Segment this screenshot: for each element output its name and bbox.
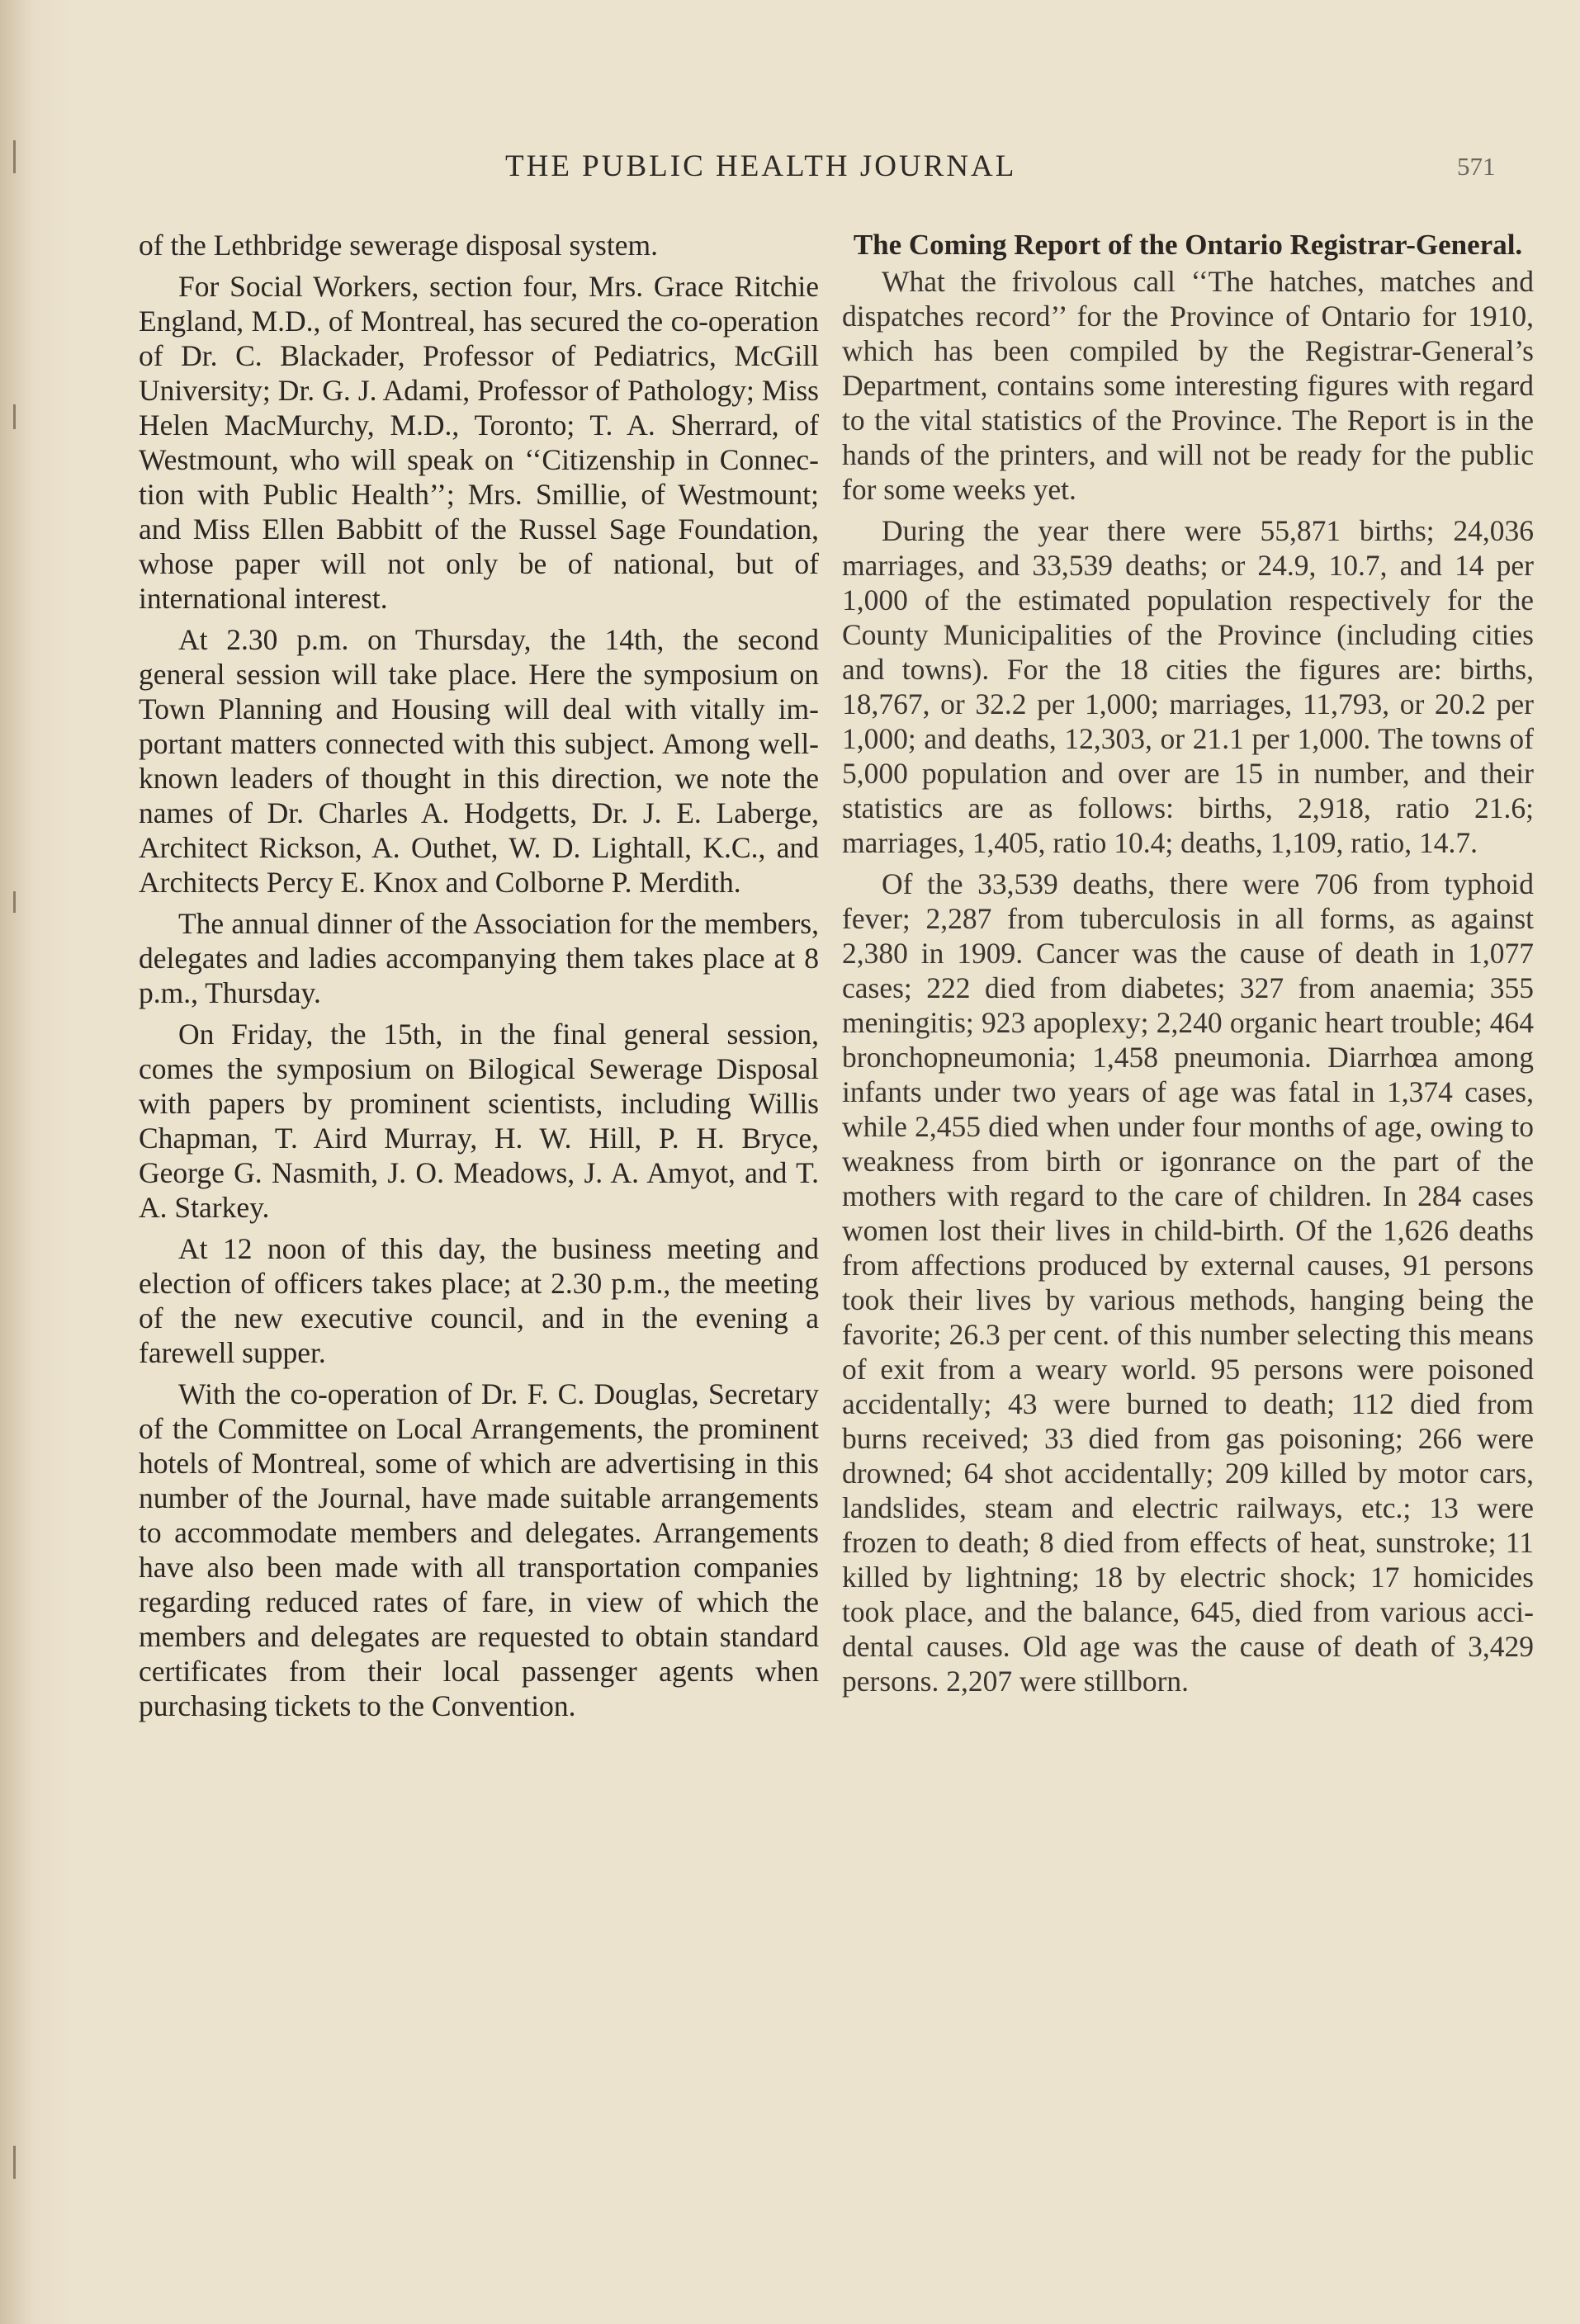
page-number: 571: [1457, 152, 1496, 181]
paragraph: On Friday, the 15th, in the final general session, comes the symposium on Bilogical Sewerage Disposal with papers by prominent scientists, including Willis Chapman, T. Aird Murray, H. W. Hill, P. H. Bryce, George G. Nasmith, J. O. Meadows, J. A. Amyot, and T. A. Starkey.: [139, 1018, 819, 1224]
left-column: [139, 228, 819, 1730]
binding-mark: [13, 2146, 16, 2179]
paragraph: During the year there were 55,871 births; 24,036 marriages, and 33,539 deaths; or 24.9, 10.7, and 14 per 1,000 of the estimated population respectively for the County Municipalities of the Province (including cities and towns). For the 18 cities the figures are: births, 18,767, or 32.2 per 1,000; marriages, 11,793, or 20.2 per 1,000; and deaths, 12,303, or 21.1 per 1,000. The towns of 5,000 population and over are 15 in number, and their statistics are as follows: births, 2,918, ratio 21.6; marriages, 1,405, ratio 10.4; deaths, 1,109, ratio, 14.7.: [842, 514, 1534, 859]
journal-title: THE PUBLIC HEALTH JOURNAL: [505, 149, 1017, 183]
paragraph: With the co-operation of Dr. F. C. Douglas, Secretary of the Committee on Local Arrangements, the prominent hotels of Montreal, some of which are advertising in this number of the Journal, have made suitable arrangements to accommodate members and delegates. Arrangements have also been made with all transportation companies regarding reduced rates of fare, in view of which the members and delegates are requested to obtain standard certificates from their local passenger agents when purchasing tickets to the Convention.: [139, 1377, 819, 1722]
paragraph: What the frivolous call ‘‘The hatches, matches and dispatches record’’ for the Province of Ontario for 1910, which has been compiled by the Registrar-General’s Department, contains some interesting figures with regard to the vital statistics of the Province. The Report is in the hands of the printers, and will not be ready for the public for some weeks yet.: [842, 265, 1534, 506]
paragraph: For Social Workers, section four, Mrs. Grace Ritchie England, M.D., of Montreal, has secured the co-operation of Dr. C. Blackader, Professor of Pediatrics, McGill University; Dr. G. J. Adami, Professor of Pathology; Miss Helen MacMurchy, M.D., Toronto; T. A. Sherrard, of Westmount, who will speak on ‘‘Citizenship in Connection with Public Health’’; Mrs. Smillie, of Westmount; and Miss Ellen Babbitt of the Russel Sage Foundation, whose paper will not only be of national, but of international interest.: [139, 270, 819, 615]
running-head: [0, 149, 1580, 190]
right-column: [842, 228, 1534, 1705]
paragraph: of the Lethbridge sewerage disposal system.: [139, 229, 658, 262]
paragraph: At 2.30 p.m. on Thursday, the 14th, the second general session will take place. Here the symposium on Town Planning and Housing will deal with vitally important matters connected with this subject. Among well-known leaders of thought in this direction, we note the names of Dr. Charles A. Hodgetts, Dr. J. E. Laberge, Architect Rickson, A. Outhet, W. D. Lightall, K.C., and Architects Percy E. Knox and Colborne P. Merdith.: [139, 623, 819, 899]
binding-mark: [13, 891, 16, 913]
section-heading: The Coming Report of the Ontario Registrar-General.: [853, 229, 1523, 261]
paragraph: Of the 33,539 deaths, there were 706 from typhoid fever; 2,287 from tuberculosis in all forms, as against 2,380 in 1909. Cancer was the cause of death in 1,077 cases; 222 died from diabetes; 327 from anaemia; 355 meningitis; 923 apoplexy; 2,240 organic heart trouble; 464 bronchopneumonia; 1,458 pneumonia. Diarrhœa among infants under two years of age was fatal in 1,374 cases, while 2,455 died when under four months of age, owing to weakness from birth or igonrance on the part of the mothers with regard to the care of children. In 284 cases women lost their lives in child-birth. Of the 1,626 deaths from affections produced by external causes, 91 persons took their lives by various methods, hanging being the favorite; 26.3 per cent. of this number selecting this means of exit from a weary world. 95 persons were poisoned accidentally; 43 were burned to death; 112 died from burns received; 33 died from gas poisoning; 266 were drowned; 64 shot accidentally; 209 killed by motor cars, landslides, steam and electric railways, etc.; 13 were frozen to death; 8 died from effects of heat, sunstroke; 11 killed by lightning; 18 by electric shock; 17 homicides took place, and the balance, 645, died from various accidental causes. Old age was the cause of death of 3,429 persons. 2,207 were stillborn.: [842, 867, 1534, 1698]
paragraph: At 12 noon of this day, the business meeting and election of officers takes place; at 2.30 p.m., the meeting of the new executive council, and in the evening a farewell supper.: [139, 1232, 819, 1369]
binding-mark: [13, 404, 16, 429]
paragraph: The annual dinner of the Association for the members, delegates and ladies accompanying them takes place at 8 p.m., Thursday.: [139, 907, 819, 1009]
